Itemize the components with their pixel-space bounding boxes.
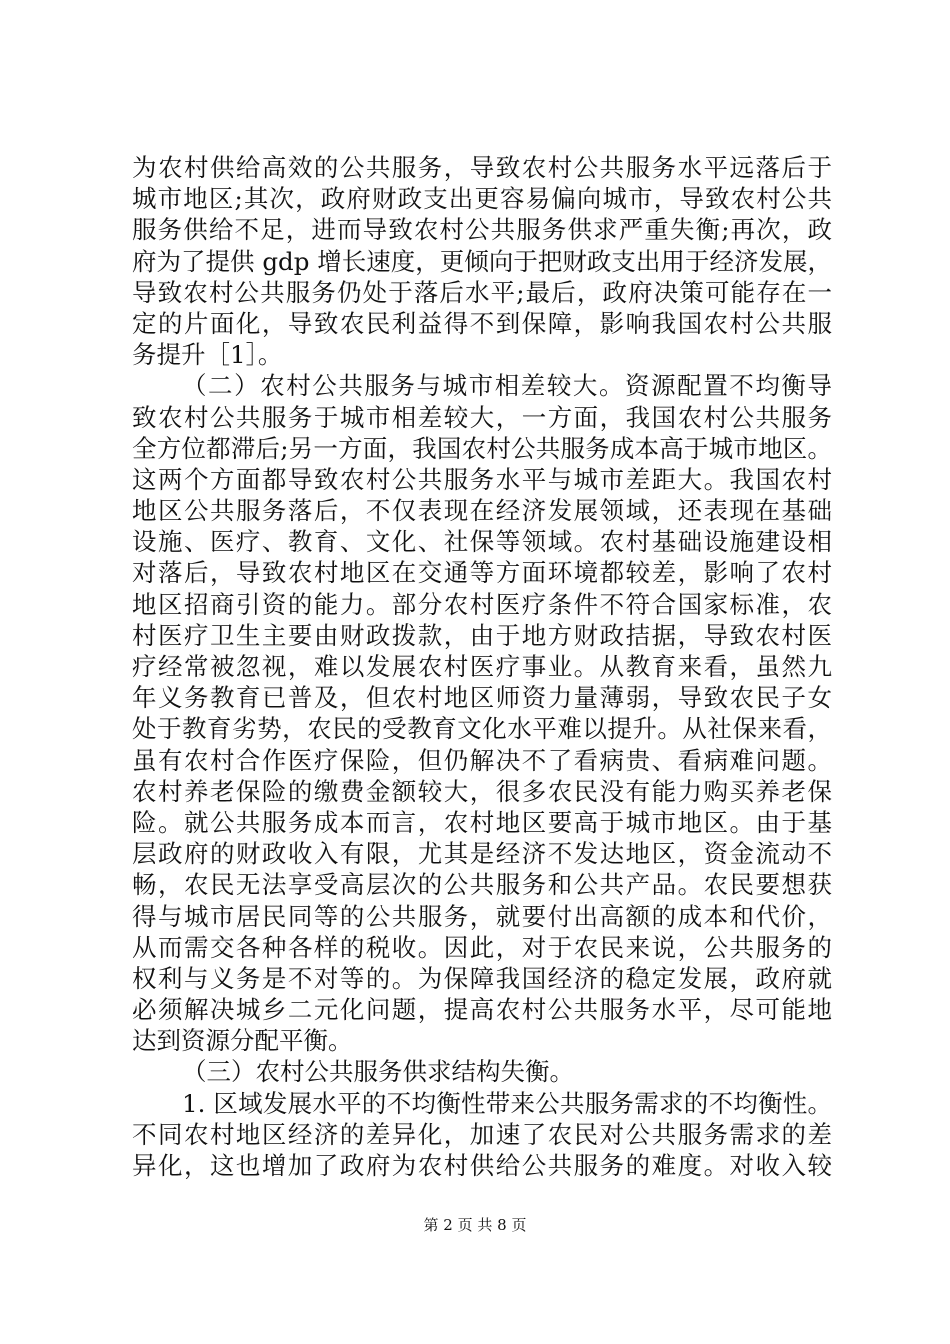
body-text	[132, 152, 832, 1181]
text-line: 全方位都滞后;另一方面，我国农村公共服务成本高于城市地区。	[132, 433, 832, 463]
page-number-footer: 第 2 页 共 8 页	[423, 1216, 527, 1234]
text-line: 设施、医疗、教育、文化、社保等领域。农村基础设施建设相	[132, 527, 832, 557]
text-line: 城市地区;其次，政府财政支出更容易偏向城市，导致农村公共	[132, 184, 832, 214]
text-line: 层政府的财政收入有限，尤其是经济不发达地区，资金流动不	[132, 839, 832, 869]
text-line: 地区公共服务落后，不仅表现在经济发展领域，还表现在基础	[132, 496, 832, 526]
text-line: 权利与义务是不对等的。为保障我国经济的稳定发展，政府就	[132, 963, 832, 993]
text-line: 1. 区域发展水平的不均衡性带来公共服务需求的不均衡性。	[182, 1088, 832, 1118]
text-line: 地区招商引资的能力。部分农村医疗条件不符合国家标准，农	[132, 589, 832, 619]
section-heading-line: （二）农村公共服务与城市相差较大。资源配置不均衡导	[182, 371, 832, 401]
text-line: 这两个方面都导致农村公共服务水平与城市差距大。我国农村	[132, 464, 832, 494]
text-line: 定的片面化，导致农民利益得不到保障，影响我国农村公共服	[132, 308, 832, 338]
text-line: 不同农村地区经济的差异化，加速了农民对公共服务需求的差	[132, 1119, 832, 1149]
text-line: 虽有农村合作医疗保险，但仍解决不了看病贵、看病难问题。	[132, 745, 832, 775]
text-line: 府为了提供 gdp 增长速度，更倾向于把财政支出用于经济发展，	[132, 246, 832, 276]
text-line: 致农村公共服务于城市相差较大，一方面，我国农村公共服务	[132, 402, 832, 432]
text-line: 得与城市居民同等的公共服务，就要付出高额的成本和代价，	[132, 901, 832, 931]
text-line: 务提升［1］。	[132, 340, 283, 370]
section-heading-line: （三）农村公共服务供求结构失衡。	[182, 1057, 574, 1087]
text-line: 疗经常被忽视，难以发展农村医疗事业。从教育来看，虽然九	[132, 652, 832, 681]
text-line: 异化，这也增加了政府为农村供给公共服务的难度。对收入较	[132, 1151, 832, 1180]
text-line: 从而需交各种各样的税收。因此，对于农民来说，公共服务的	[132, 932, 832, 962]
text-line: 村医疗卫生主要由财政拨款，由于地方财政拮据，导致农村医	[132, 620, 832, 650]
text-line: 畅，农民无法享受高层次的公共服务和公共产品。农民要想获	[132, 870, 832, 900]
text-line: 年义务教育已普及，但农村地区师资力量薄弱，导致农民子女	[132, 683, 832, 713]
text-line: 为农村供给高效的公共服务，导致农村公共服务水平远落后于	[132, 153, 832, 182]
text-line: 达到资源分配平衡。	[132, 1026, 353, 1056]
text-line: 导致农村公共服务仍处于落后水平;最后，政府决策可能存在一	[132, 277, 832, 307]
text-line: 对落后，导致农村地区在交通等方面环境都较差，影响了农村	[132, 558, 832, 588]
text-line: 农村养老保险的缴费金额较大，很多农民没有能力购买养老保	[132, 776, 832, 806]
text-line: 必须解决城乡二元化问题，提高农村公共服务水平，尽可能地	[132, 995, 832, 1025]
text-line: 服务供给不足，进而导致农村公共服务供求严重失衡;再次，政	[132, 215, 832, 245]
text-line: 处于教育劣势，农民的受教育文化水平难以提升。从社保来看，	[132, 714, 832, 744]
text-line: 险。就公共服务成本而言，农村地区要高于城市地区。由于基	[132, 807, 832, 837]
